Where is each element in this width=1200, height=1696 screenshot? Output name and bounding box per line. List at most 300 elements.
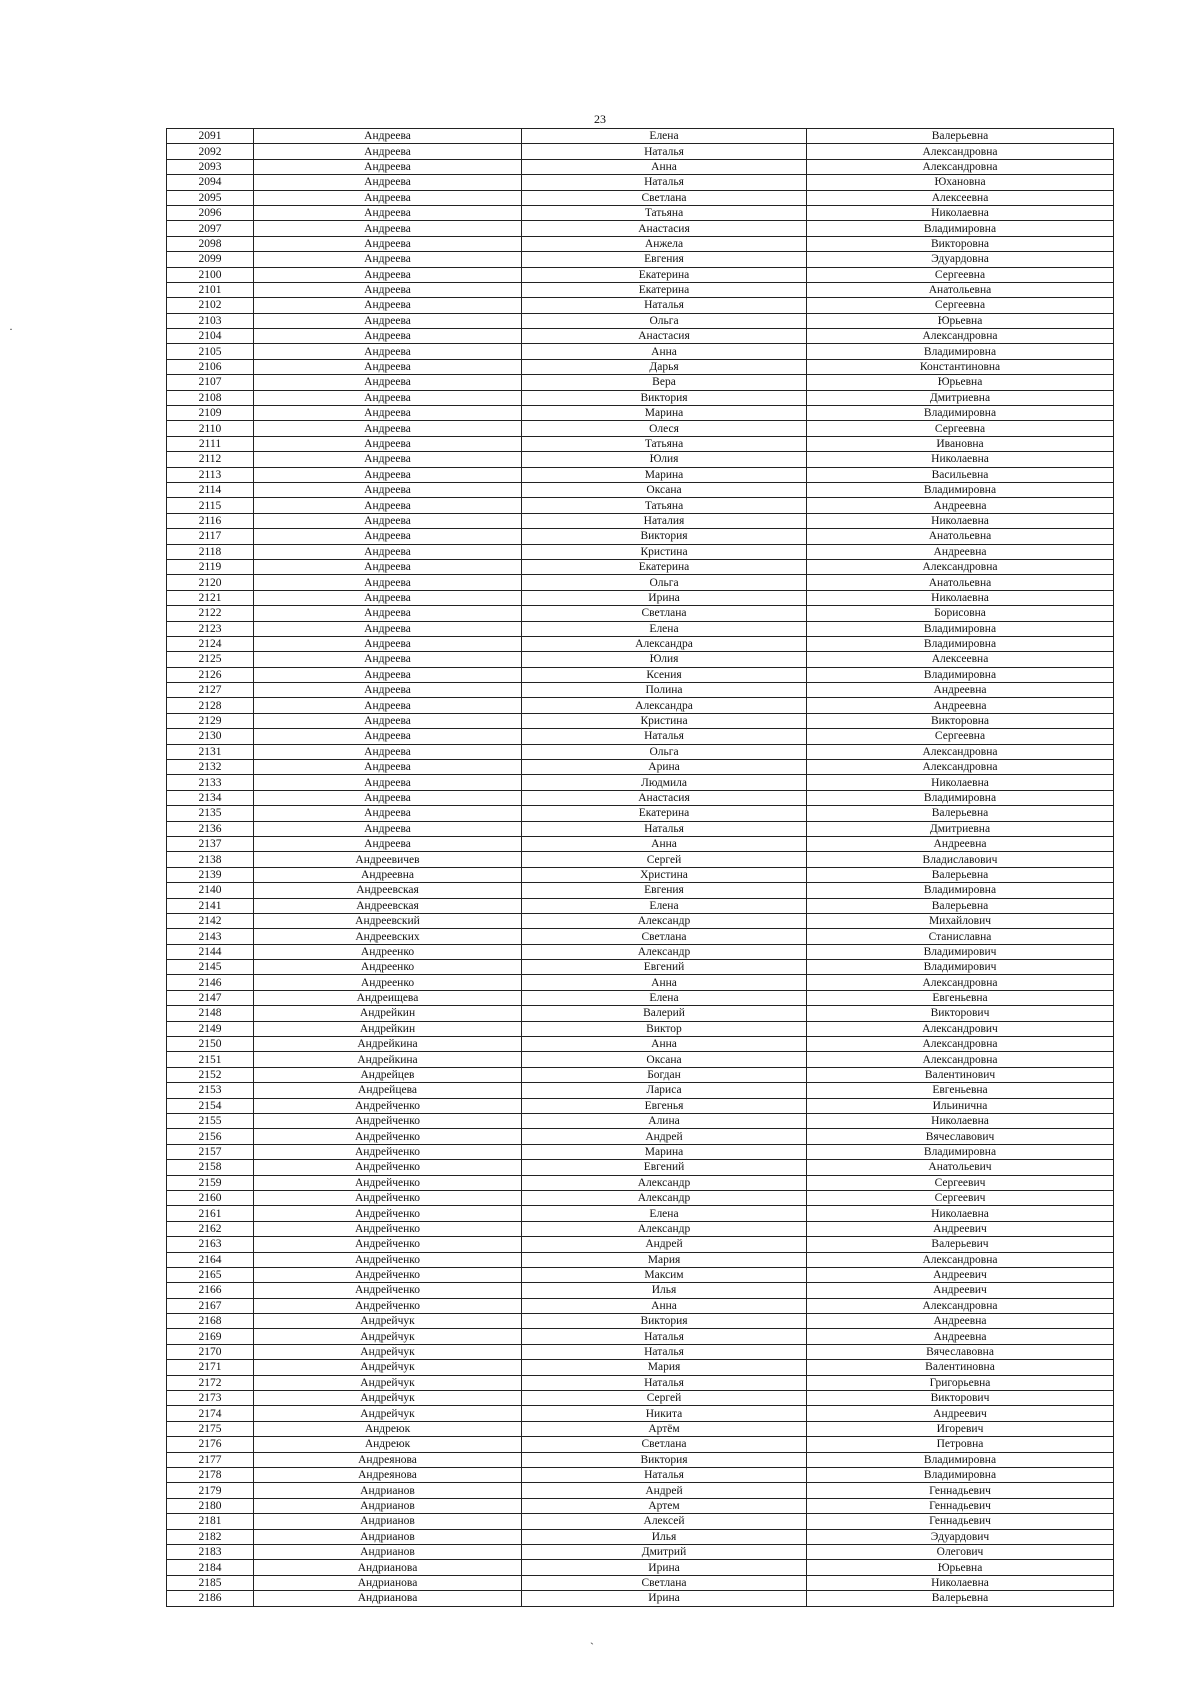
row-number-cell: 2103 [167, 313, 254, 328]
last-name-cell: Андреева [254, 390, 522, 405]
last-name-cell: Андреева [254, 621, 522, 636]
row-number-cell: 2144 [167, 944, 254, 959]
table-row [167, 975, 1114, 990]
roster-body [167, 129, 1114, 1607]
patronymic-cell: Андреевич [807, 1406, 1114, 1421]
last-name-cell: Андрейченко [254, 1237, 522, 1252]
last-name-cell: Андрейченко [254, 1221, 522, 1236]
patronymic-cell: Борисовна [807, 606, 1114, 621]
row-number-cell: 2173 [167, 1391, 254, 1406]
last-name-cell: Андрейчук [254, 1314, 522, 1329]
patronymic-cell: Александровна [807, 975, 1114, 990]
last-name-cell: Андреева [254, 775, 522, 790]
last-name-cell: Андреева [254, 252, 522, 267]
row-number-cell: 2158 [167, 1160, 254, 1175]
row-number-cell: 2119 [167, 559, 254, 574]
patronymic-cell: Владимировна [807, 221, 1114, 236]
first-name-cell: Христина [522, 867, 807, 882]
row-number-cell: 2099 [167, 252, 254, 267]
first-name-cell: Ирина [522, 1591, 807, 1606]
table-row [167, 821, 1114, 836]
patronymic-cell: Николаевна [807, 1575, 1114, 1590]
last-name-cell: Андреева [254, 636, 522, 651]
patronymic-cell: Анатольевна [807, 282, 1114, 297]
table-row [167, 1498, 1114, 1513]
table-row [167, 498, 1114, 513]
table-row [167, 513, 1114, 528]
first-name-cell: Оксана [522, 482, 807, 497]
patronymic-cell: Валентиновна [807, 1360, 1114, 1375]
table-row [167, 713, 1114, 728]
row-number-cell: 2157 [167, 1144, 254, 1159]
last-name-cell: Андрианов [254, 1514, 522, 1529]
first-name-cell: Ирина [522, 1560, 807, 1575]
patronymic-cell: Николаевна [807, 1114, 1114, 1129]
first-name-cell: Анна [522, 836, 807, 851]
last-name-cell: Андрейченко [254, 1283, 522, 1298]
table-row [167, 359, 1114, 374]
patronymic-cell: Владимировна [807, 344, 1114, 359]
patronymic-cell: Сергеевна [807, 729, 1114, 744]
last-name-cell: Андреева [254, 806, 522, 821]
last-name-cell: Андреева [254, 760, 522, 775]
row-number-cell: 2127 [167, 683, 254, 698]
row-number-cell: 2135 [167, 806, 254, 821]
patronymic-cell: Андреевна [807, 683, 1114, 698]
last-name-cell: Андрианова [254, 1591, 522, 1606]
table-row [167, 344, 1114, 359]
table-row [167, 267, 1114, 282]
row-number-cell: 2106 [167, 359, 254, 374]
table-row [167, 1560, 1114, 1575]
row-number-cell: 2117 [167, 529, 254, 544]
last-name-cell: Андрианова [254, 1560, 522, 1575]
page-number: 23 [594, 112, 606, 126]
row-number-cell: 2110 [167, 421, 254, 436]
row-number-cell: 2109 [167, 406, 254, 421]
last-name-cell: Андреева [254, 159, 522, 174]
last-name-cell: Андреева [254, 575, 522, 590]
patronymic-cell: Андреевич [807, 1267, 1114, 1282]
table-row [167, 221, 1114, 236]
first-name-cell: Алексей [522, 1514, 807, 1529]
last-name-cell: Андреева [254, 375, 522, 390]
row-number-cell: 2138 [167, 852, 254, 867]
table-row [167, 1175, 1114, 1190]
patronymic-cell: Юрьевна [807, 375, 1114, 390]
table-row [167, 1221, 1114, 1236]
first-name-cell: Анна [522, 1037, 807, 1052]
table-row [167, 252, 1114, 267]
patronymic-cell: Владимировна [807, 1452, 1114, 1467]
row-number-cell: 2148 [167, 1006, 254, 1021]
row-number-cell: 2111 [167, 436, 254, 451]
table-row [167, 1375, 1114, 1390]
last-name-cell: Андреевичев [254, 852, 522, 867]
row-number-cell: 2120 [167, 575, 254, 590]
first-name-cell: Светлана [522, 1575, 807, 1590]
row-number-cell: 2093 [167, 159, 254, 174]
patronymic-cell: Андреевна [807, 1329, 1114, 1344]
patronymic-cell: Валерьевна [807, 867, 1114, 882]
patronymic-cell: Андреевна [807, 1314, 1114, 1329]
row-number-cell: 2166 [167, 1283, 254, 1298]
first-name-cell: Светлана [522, 606, 807, 621]
patronymic-cell: Евгеньевна [807, 1083, 1114, 1098]
row-number-cell: 2161 [167, 1206, 254, 1221]
table-row [167, 667, 1114, 682]
last-name-cell: Андреева [254, 667, 522, 682]
patronymic-cell: Юрьевна [807, 1560, 1114, 1575]
patronymic-cell: Геннадьевич [807, 1483, 1114, 1498]
patronymic-cell: Николаевна [807, 205, 1114, 220]
patronymic-cell: Александровна [807, 1298, 1114, 1313]
last-name-cell: Андрейченко [254, 1175, 522, 1190]
last-name-cell: Андрейцева [254, 1083, 522, 1098]
row-number-cell: 2116 [167, 513, 254, 528]
first-name-cell: Мария [522, 1252, 807, 1267]
last-name-cell: Андрейчук [254, 1406, 522, 1421]
last-name-cell: Андреянова [254, 1467, 522, 1482]
first-name-cell: Юлия [522, 452, 807, 467]
table-row [167, 1591, 1114, 1606]
row-number-cell: 2113 [167, 467, 254, 482]
patronymic-cell: Валерьевна [807, 806, 1114, 821]
first-name-cell: Анастасия [522, 329, 807, 344]
last-name-cell: Андрейчук [254, 1344, 522, 1359]
patronymic-cell: Николаевна [807, 590, 1114, 605]
row-number-cell: 2155 [167, 1114, 254, 1129]
last-name-cell: Андреевская [254, 883, 522, 898]
last-name-cell: Андреева [254, 221, 522, 236]
row-number-cell: 2130 [167, 729, 254, 744]
last-name-cell: Андрейчук [254, 1391, 522, 1406]
first-name-cell: Екатерина [522, 282, 807, 297]
first-name-cell: Анастасия [522, 790, 807, 805]
row-number-cell: 2151 [167, 1052, 254, 1067]
patronymic-cell: Владимировна [807, 636, 1114, 651]
table-row [167, 913, 1114, 928]
first-name-cell: Валерий [522, 1006, 807, 1021]
row-number-cell: 2107 [167, 375, 254, 390]
last-name-cell: Андрейченко [254, 1267, 522, 1282]
patronymic-cell: Викторовна [807, 236, 1114, 251]
last-name-cell: Андреюк [254, 1421, 522, 1436]
patronymic-cell: Владимировна [807, 790, 1114, 805]
first-name-cell: Светлана [522, 929, 807, 944]
table-row [167, 482, 1114, 497]
last-name-cell: Андрианов [254, 1483, 522, 1498]
row-number-cell: 2153 [167, 1083, 254, 1098]
row-number-cell: 2121 [167, 590, 254, 605]
table-row [167, 236, 1114, 251]
table-row [167, 329, 1114, 344]
first-name-cell: Анна [522, 159, 807, 174]
last-name-cell: Андреева [254, 436, 522, 451]
first-name-cell: Наталья [522, 1329, 807, 1344]
row-number-cell: 2098 [167, 236, 254, 251]
scan-speck: · [9, 322, 13, 336]
last-name-cell: Андреева [254, 698, 522, 713]
patronymic-cell: Андреевна [807, 498, 1114, 513]
table-row [167, 1344, 1114, 1359]
first-name-cell: Юлия [522, 652, 807, 667]
patronymic-cell: Олегович [807, 1544, 1114, 1559]
table-row [167, 898, 1114, 913]
first-name-cell: Артем [522, 1498, 807, 1513]
table-row [167, 129, 1114, 144]
row-number-cell: 2164 [167, 1252, 254, 1267]
last-name-cell: Андреюк [254, 1437, 522, 1452]
table-row [167, 1298, 1114, 1313]
first-name-cell: Марина [522, 406, 807, 421]
first-name-cell: Илья [522, 1283, 807, 1298]
row-number-cell: 2091 [167, 129, 254, 144]
first-name-cell: Ольга [522, 744, 807, 759]
table-row [167, 606, 1114, 621]
patronymic-cell: Васильевна [807, 467, 1114, 482]
patronymic-cell: Викторовна [807, 713, 1114, 728]
row-number-cell: 2102 [167, 298, 254, 313]
patronymic-cell: Геннадьевич [807, 1514, 1114, 1529]
patronymic-cell: Александровна [807, 1052, 1114, 1067]
row-number-cell: 2140 [167, 883, 254, 898]
first-name-cell: Наталия [522, 513, 807, 528]
patronymic-cell: Александровна [807, 329, 1114, 344]
first-name-cell: Никита [522, 1406, 807, 1421]
patronymic-cell: Анатольевна [807, 575, 1114, 590]
row-number-cell: 2125 [167, 652, 254, 667]
first-name-cell: Евгенья [522, 1098, 807, 1113]
row-number-cell: 2159 [167, 1175, 254, 1190]
patronymic-cell: Александровна [807, 744, 1114, 759]
row-number-cell: 2150 [167, 1037, 254, 1052]
patronymic-cell: Владимировна [807, 406, 1114, 421]
last-name-cell: Андреева [254, 175, 522, 190]
first-name-cell: Наталья [522, 1467, 807, 1482]
row-number-cell: 2129 [167, 713, 254, 728]
last-name-cell: Андреева [254, 713, 522, 728]
last-name-cell: Андреева [254, 836, 522, 851]
first-name-cell: Андрей [522, 1129, 807, 1144]
table-row [167, 205, 1114, 220]
first-name-cell: Максим [522, 1267, 807, 1282]
table-row [167, 883, 1114, 898]
row-number-cell: 2179 [167, 1483, 254, 1498]
first-name-cell: Оксана [522, 1052, 807, 1067]
scan-speck: ˋ [590, 1640, 594, 1654]
last-name-cell: Андрейченко [254, 1144, 522, 1159]
patronymic-cell: Валерьевна [807, 898, 1114, 913]
first-name-cell: Андрей [522, 1237, 807, 1252]
patronymic-cell: Викторович [807, 1006, 1114, 1021]
last-name-cell: Андреева [254, 544, 522, 559]
row-number-cell: 2169 [167, 1329, 254, 1344]
table-row [167, 636, 1114, 651]
first-name-cell: Богдан [522, 1067, 807, 1082]
table-row [167, 529, 1114, 544]
patronymic-cell: Дмитриевна [807, 390, 1114, 405]
first-name-cell: Олеся [522, 421, 807, 436]
last-name-cell: Андреева [254, 144, 522, 159]
last-name-cell: Андреева [254, 359, 522, 374]
table-row [167, 175, 1114, 190]
patronymic-cell: Эдуардович [807, 1529, 1114, 1544]
table-row [167, 190, 1114, 205]
last-name-cell: Андреева [254, 590, 522, 605]
patronymic-cell: Дмитриевна [807, 821, 1114, 836]
first-name-cell: Наталья [522, 175, 807, 190]
patronymic-cell: Александровна [807, 760, 1114, 775]
table-row [167, 144, 1114, 159]
patronymic-cell: Викторович [807, 1391, 1114, 1406]
table-row [167, 1514, 1114, 1529]
last-name-cell: Андреевская [254, 898, 522, 913]
last-name-cell: Андрейченко [254, 1190, 522, 1205]
table-row [167, 944, 1114, 959]
last-name-cell: Андреева [254, 205, 522, 220]
first-name-cell: Наталья [522, 729, 807, 744]
last-name-cell: Андреева [254, 313, 522, 328]
last-name-cell: Андреева [254, 683, 522, 698]
table-row [167, 390, 1114, 405]
row-number-cell: 2122 [167, 606, 254, 621]
first-name-cell: Анна [522, 344, 807, 359]
row-number-cell: 2176 [167, 1437, 254, 1452]
row-number-cell: 2182 [167, 1529, 254, 1544]
first-name-cell: Александр [522, 913, 807, 928]
table-row [167, 1529, 1114, 1544]
last-name-cell: Андреенко [254, 975, 522, 990]
table-row [167, 1575, 1114, 1590]
first-name-cell: Ксения [522, 667, 807, 682]
last-name-cell: Андреева [254, 790, 522, 805]
last-name-cell: Андрианов [254, 1498, 522, 1513]
first-name-cell: Александр [522, 1175, 807, 1190]
patronymic-cell: Александровна [807, 144, 1114, 159]
patronymic-cell: Михайлович [807, 913, 1114, 928]
last-name-cell: Андреевский [254, 913, 522, 928]
first-name-cell: Екатерина [522, 267, 807, 282]
row-number-cell: 2131 [167, 744, 254, 759]
last-name-cell: Андреева [254, 821, 522, 836]
row-number-cell: 2168 [167, 1314, 254, 1329]
last-name-cell: Андреева [254, 529, 522, 544]
last-name-cell: Андреева [254, 344, 522, 359]
table-row [167, 1144, 1114, 1159]
table-row [167, 421, 1114, 436]
row-number-cell: 2160 [167, 1190, 254, 1205]
first-name-cell: Екатерина [522, 559, 807, 574]
last-name-cell: Андрейченко [254, 1129, 522, 1144]
table-row [167, 760, 1114, 775]
row-number-cell: 2128 [167, 698, 254, 713]
patronymic-cell: Эдуардовна [807, 252, 1114, 267]
table-row [167, 1114, 1114, 1129]
row-number-cell: 2178 [167, 1467, 254, 1482]
row-number-cell: 2152 [167, 1067, 254, 1082]
row-number-cell: 2097 [167, 221, 254, 236]
last-name-cell: Андрианов [254, 1529, 522, 1544]
patronymic-cell: Андреевна [807, 544, 1114, 559]
patronymic-cell: Ивановна [807, 436, 1114, 451]
last-name-cell: Андреенко [254, 944, 522, 959]
row-number-cell: 2149 [167, 1021, 254, 1036]
table-row [167, 313, 1114, 328]
first-name-cell: Елена [522, 898, 807, 913]
table-row [167, 1083, 1114, 1098]
patronymic-cell: Геннадьевич [807, 1498, 1114, 1513]
patronymic-cell: Александровна [807, 159, 1114, 174]
last-name-cell: Андреева [254, 744, 522, 759]
last-name-cell: Андреевна [254, 867, 522, 882]
first-name-cell: Кристина [522, 544, 807, 559]
last-name-cell: Андреенко [254, 960, 522, 975]
patronymic-cell: Игоревич [807, 1421, 1114, 1436]
patronymic-cell: Валерьевна [807, 129, 1114, 144]
last-name-cell: Андреева [254, 421, 522, 436]
first-name-cell: Арина [522, 760, 807, 775]
table-row [167, 1160, 1114, 1175]
last-name-cell: Андреева [254, 406, 522, 421]
first-name-cell: Елена [522, 621, 807, 636]
table-row [167, 790, 1114, 805]
table-row [167, 1391, 1114, 1406]
row-number-cell: 2137 [167, 836, 254, 851]
patronymic-cell: Алексеевна [807, 190, 1114, 205]
row-number-cell: 2105 [167, 344, 254, 359]
patronymic-cell: Владимировна [807, 482, 1114, 497]
row-number-cell: 2115 [167, 498, 254, 513]
last-name-cell: Андрейкина [254, 1052, 522, 1067]
first-name-cell: Сергей [522, 1391, 807, 1406]
last-name-cell: Андреева [254, 606, 522, 621]
first-name-cell: Евгений [522, 960, 807, 975]
row-number-cell: 2104 [167, 329, 254, 344]
first-name-cell: Наталья [522, 298, 807, 313]
first-name-cell: Мария [522, 1360, 807, 1375]
first-name-cell: Наталья [522, 1344, 807, 1359]
first-name-cell: Вера [522, 375, 807, 390]
first-name-cell: Алина [522, 1114, 807, 1129]
first-name-cell: Анастасия [522, 221, 807, 236]
last-name-cell: Андрейкина [254, 1037, 522, 1052]
last-name-cell: Андреищева [254, 990, 522, 1005]
first-name-cell: Лариса [522, 1083, 807, 1098]
patronymic-cell: Николаевна [807, 1206, 1114, 1221]
first-name-cell: Александр [522, 1190, 807, 1205]
last-name-cell: Андреева [254, 298, 522, 313]
table-row [167, 590, 1114, 605]
first-name-cell: Наталья [522, 144, 807, 159]
table-row [167, 1360, 1114, 1375]
row-number-cell: 2141 [167, 898, 254, 913]
first-name-cell: Светлана [522, 190, 807, 205]
first-name-cell: Виктория [522, 529, 807, 544]
patronymic-cell: Станиславна [807, 929, 1114, 944]
table-row [167, 298, 1114, 313]
patronymic-cell: Владимирович [807, 944, 1114, 959]
last-name-cell: Андрейченко [254, 1098, 522, 1113]
first-name-cell: Марина [522, 467, 807, 482]
last-name-cell: Андрейчук [254, 1375, 522, 1390]
row-number-cell: 2100 [167, 267, 254, 282]
patronymic-cell: Александровна [807, 1252, 1114, 1267]
patronymic-cell: Николаевна [807, 452, 1114, 467]
patronymic-cell: Сергеевич [807, 1175, 1114, 1190]
table-row [167, 1314, 1114, 1329]
row-number-cell: 2181 [167, 1514, 254, 1529]
